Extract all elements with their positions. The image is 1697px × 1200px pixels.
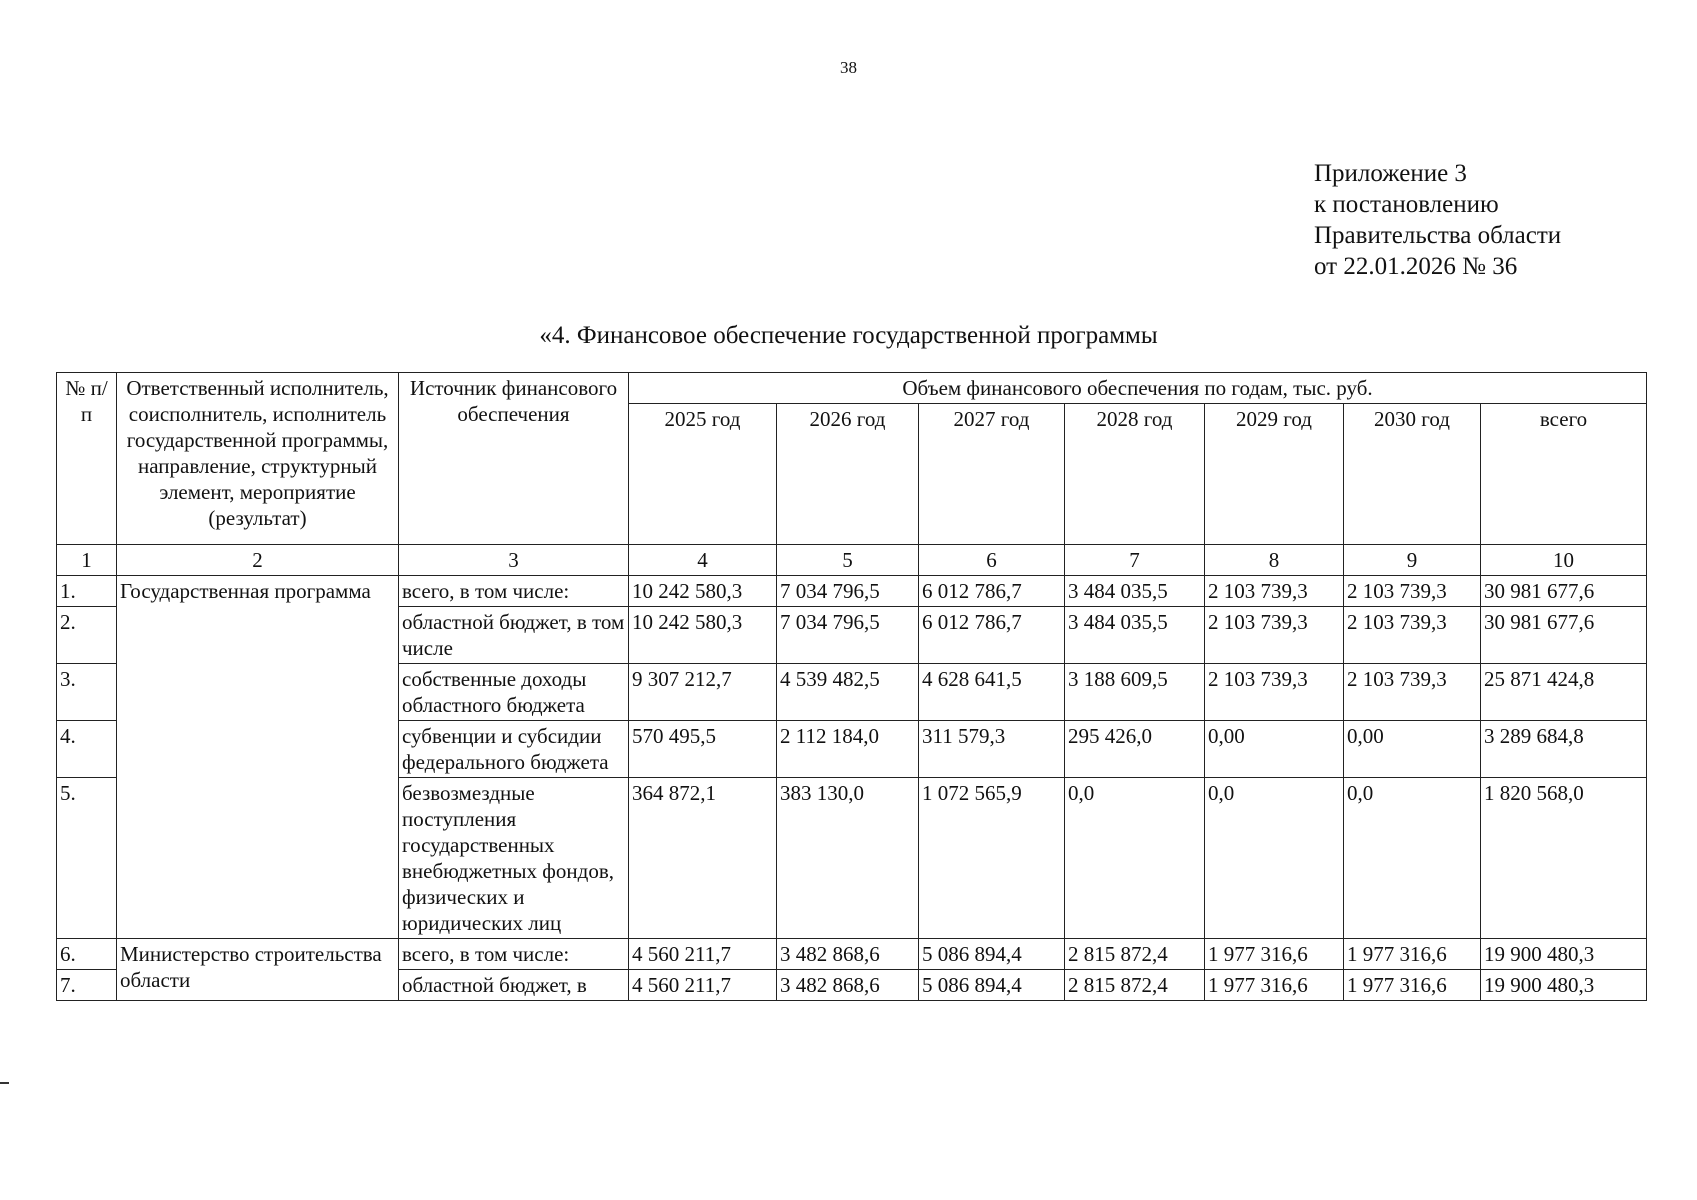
source-cell: областной бюджет, в: [399, 970, 629, 1001]
column-number: 9: [1344, 545, 1481, 576]
header-executor: Ответственный исполнитель, соисполнитель, исполнитель государственной программы, направление, структурный элемент, мероприятие (результат): [117, 373, 399, 545]
value-2030: 0,0: [1344, 778, 1481, 939]
financing-table: [56, 372, 1647, 1001]
value-2027: 1 072 565,9: [919, 778, 1065, 939]
source-cell: собственные доходы областного бюджета: [399, 664, 629, 721]
value-2027: 6 012 786,7: [919, 576, 1065, 607]
value-2025: 9 307 212,7: [629, 664, 777, 721]
executor-cell: Государственная программа: [117, 576, 399, 939]
value-total: 3 289 684,8: [1481, 721, 1647, 778]
header-source: Источник финансового обеспечения: [399, 373, 629, 545]
row-number: 6.: [57, 939, 117, 970]
value-2029: 1 977 316,6: [1205, 939, 1344, 970]
row-number: 3.: [57, 664, 117, 721]
header-number: № п/п: [57, 373, 117, 545]
document-title: «4. Финансовое обеспечение государственной программы: [539, 322, 1158, 349]
header-year-2026: 2026 год: [777, 404, 919, 545]
table-row: [57, 576, 1647, 607]
value-2029: 0,0: [1205, 778, 1344, 939]
column-number: 1: [57, 545, 117, 576]
value-2029: 0,00: [1205, 721, 1344, 778]
value-2028: 3 188 609,5: [1065, 664, 1205, 721]
source-cell: всего, в том числе:: [399, 939, 629, 970]
page-number: 38: [840, 58, 857, 77]
column-number: 7: [1065, 545, 1205, 576]
column-number: 6: [919, 545, 1065, 576]
row-number: 5.: [57, 778, 117, 939]
column-number: 3: [399, 545, 629, 576]
value-2025: 10 242 580,3: [629, 607, 777, 664]
header-year-2025: 2025 год: [629, 404, 777, 545]
source-cell: субвенции и субсидии федерального бюджета: [399, 721, 629, 778]
column-number: 8: [1205, 545, 1344, 576]
value-2026: 3 482 868,6: [777, 939, 919, 970]
table-row: [57, 939, 1647, 970]
appendix-line-3: Правительства области: [1314, 222, 1562, 249]
row-number: 7.: [57, 970, 117, 1001]
column-number: 10: [1481, 545, 1647, 576]
appendix-block: [1314, 158, 1561, 282]
row-number: 2.: [57, 607, 117, 664]
source-cell: безвозмездные поступления государственных внебюджетных фондов, физических и юридических лиц: [399, 778, 629, 939]
value-2027: 4 628 641,5: [919, 664, 1065, 721]
value-total: 30 981 677,6: [1481, 607, 1647, 664]
source-cell: всего, в том числе:: [399, 576, 629, 607]
row-number: 1.: [57, 576, 117, 607]
value-2029: 1 977 316,6: [1205, 970, 1344, 1001]
value-2029: 2 103 739,3: [1205, 607, 1344, 664]
value-total: 19 900 480,3: [1481, 939, 1647, 970]
value-total: 25 871 424,8: [1481, 664, 1647, 721]
header-year-2029: 2029 год: [1205, 404, 1344, 545]
value-2025: 4 560 211,7: [629, 939, 777, 970]
value-2028: 2 815 872,4: [1065, 939, 1205, 970]
value-2028: 2 815 872,4: [1065, 970, 1205, 1001]
row-number: 4.: [57, 721, 117, 778]
value-2025: 10 242 580,3: [629, 576, 777, 607]
value-2027: 5 086 894,4: [919, 970, 1065, 1001]
value-2026: 7 034 796,5: [777, 607, 919, 664]
source-cell: областной бюджет, в том числе: [399, 607, 629, 664]
value-2025: 4 560 211,7: [629, 970, 777, 1001]
value-2030: 1 977 316,6: [1344, 939, 1481, 970]
value-2030: 2 103 739,3: [1344, 664, 1481, 721]
value-2030: 2 103 739,3: [1344, 576, 1481, 607]
value-2026: 383 130,0: [777, 778, 919, 939]
value-total: 19 900 480,3: [1481, 970, 1647, 1001]
header-year-2030: 2030 год: [1344, 404, 1481, 545]
appendix-line-1: Приложение 3: [1314, 160, 1467, 187]
value-2028: 295 426,0: [1065, 721, 1205, 778]
value-2030: 2 103 739,3: [1344, 607, 1481, 664]
margin-mark: [0, 1082, 9, 1084]
value-2026: 2 112 184,0: [777, 721, 919, 778]
value-2029: 2 103 739,3: [1205, 576, 1344, 607]
value-2026: 7 034 796,5: [777, 576, 919, 607]
value-2030: 0,00: [1344, 721, 1481, 778]
column-number: 4: [629, 545, 777, 576]
value-2026: 4 539 482,5: [777, 664, 919, 721]
value-2029: 2 103 739,3: [1205, 664, 1344, 721]
value-2028: 3 484 035,5: [1065, 607, 1205, 664]
executor-cell: Министерство строительства области: [117, 939, 399, 1001]
value-2030: 1 977 316,6: [1344, 970, 1481, 1001]
value-2027: 5 086 894,4: [919, 939, 1065, 970]
appendix-line-2: к постановлению: [1314, 191, 1499, 218]
column-number: 5: [777, 545, 919, 576]
value-2026: 3 482 868,6: [777, 970, 919, 1001]
header-year-2027: 2027 год: [919, 404, 1065, 545]
value-2028: 0,0: [1065, 778, 1205, 939]
header-total: всего: [1481, 404, 1647, 545]
value-2025: 570 495,5: [629, 721, 777, 778]
column-number: 2: [117, 545, 399, 576]
value-2028: 3 484 035,5: [1065, 576, 1205, 607]
column-number-row: [57, 545, 1647, 576]
header-volume: Объем финансового обеспечения по годам, тыс. руб.: [629, 373, 1647, 404]
value-total: 30 981 677,6: [1481, 576, 1647, 607]
value-2027: 6 012 786,7: [919, 607, 1065, 664]
value-2027: 311 579,3: [919, 721, 1065, 778]
value-total: 1 820 568,0: [1481, 778, 1647, 939]
header-year-2028: 2028 год: [1065, 404, 1205, 545]
value-2025: 364 872,1: [629, 778, 777, 939]
appendix-line-4: от 22.01.2026 № 36: [1314, 253, 1518, 280]
